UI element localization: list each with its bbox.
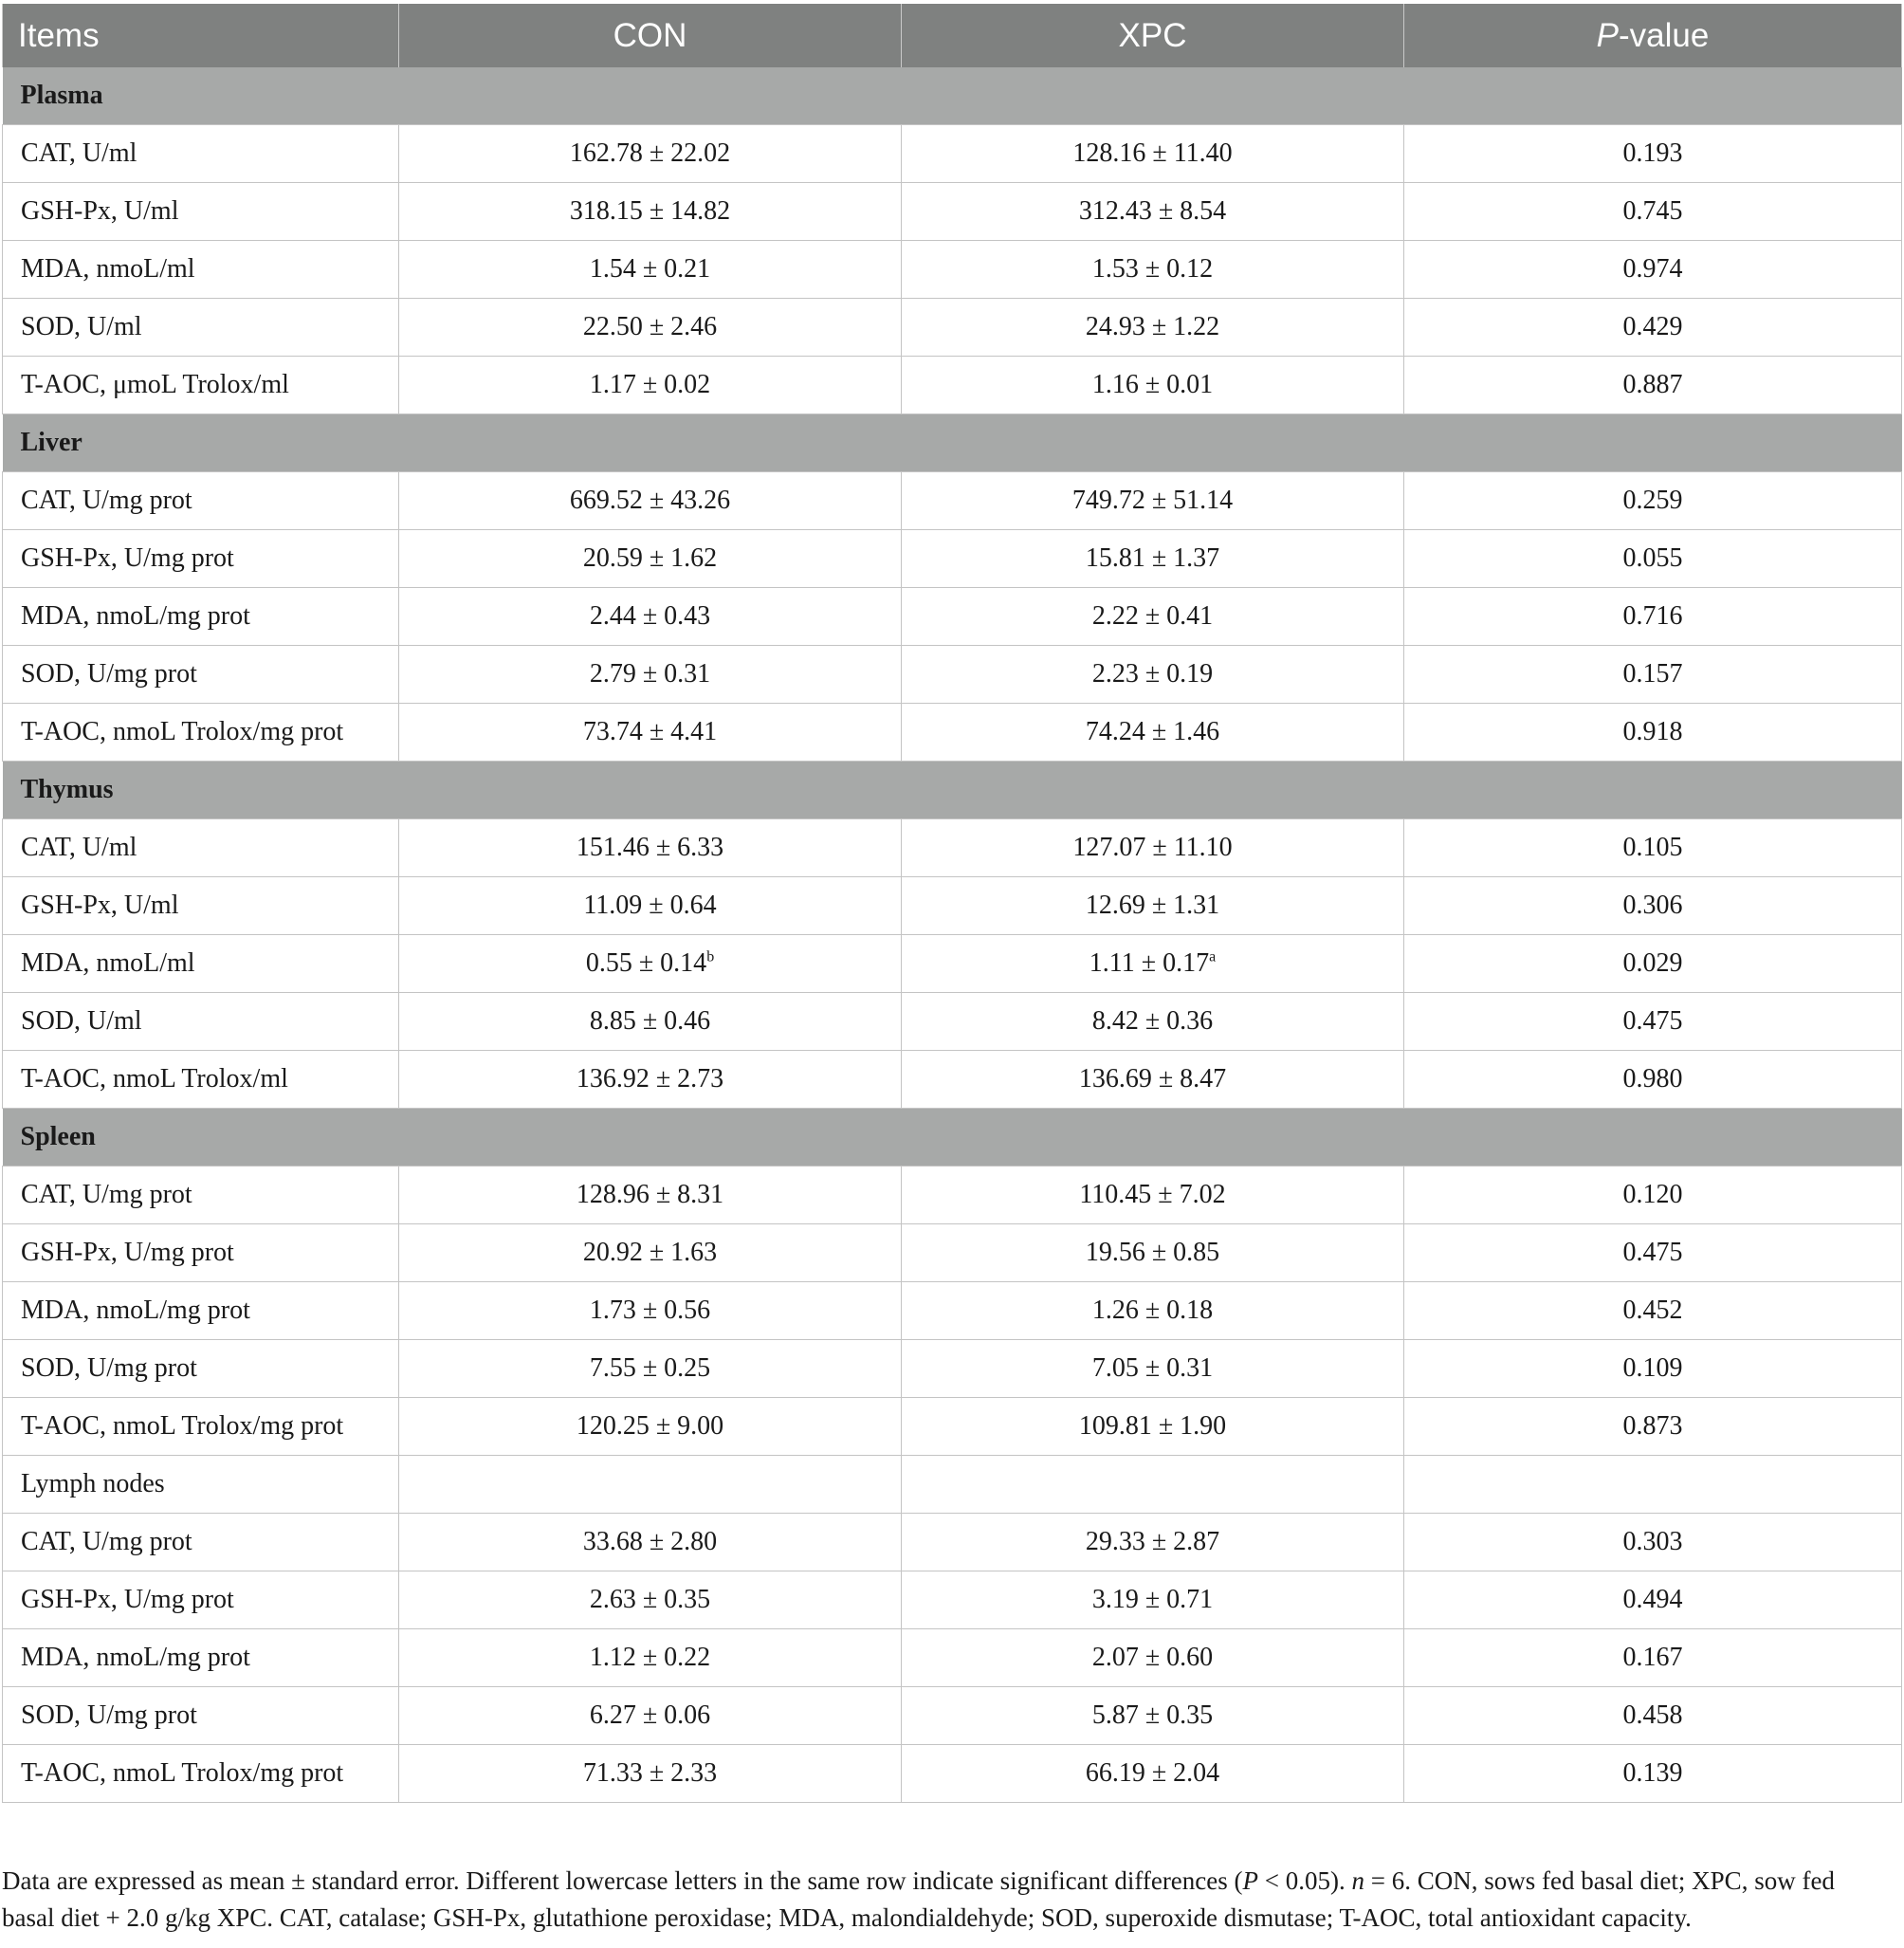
xpc-cell — [902, 935, 1404, 993]
header-p-value — [1404, 4, 1902, 67]
con-value: 162.78 ± 22.02 — [569, 138, 731, 168]
p-value-cell: 0.887 — [1404, 357, 1902, 414]
p-value-cell: 0.458 — [1404, 1687, 1902, 1745]
item-cell: GSH-Px, U/mg prot — [3, 1224, 399, 1282]
item-cell: T-AOC, nmoL Trolox/mg prot — [3, 704, 399, 762]
con-cell — [399, 1051, 902, 1109]
table-row — [3, 1398, 1902, 1456]
p-value-cell: 0.475 — [1404, 993, 1902, 1051]
xpc-value: 7.05 ± 0.31 — [1091, 1353, 1214, 1383]
table-row — [3, 1745, 1902, 1803]
con-cell — [399, 704, 902, 762]
table-row — [3, 530, 1902, 588]
con-value: 128.96 ± 8.31 — [576, 1180, 724, 1209]
item-cell: SOD, U/ml — [3, 993, 399, 1051]
section-title: Lymph nodes — [3, 1456, 399, 1514]
con-significance-letter: b — [706, 948, 715, 965]
item-cell: CAT, U/mg prot — [3, 1514, 399, 1571]
con-cell — [399, 1514, 902, 1571]
p-value-cell: 0.029 — [1404, 935, 1902, 993]
con-value: 8.85 ± 0.46 — [589, 1006, 711, 1036]
xpc-value: 1.53 ± 0.12 — [1091, 254, 1214, 284]
p-value-cell: 0.980 — [1404, 1051, 1902, 1109]
xpc-cell — [902, 357, 1404, 414]
item-cell: MDA, nmoL/ml — [3, 241, 399, 299]
con-value: 2.44 ± 0.43 — [589, 601, 711, 631]
table-row — [3, 183, 1902, 241]
xpc-value: 109.81 ± 1.90 — [1078, 1411, 1227, 1441]
p-value-cell: 0.429 — [1404, 299, 1902, 357]
con-cell — [399, 1340, 902, 1398]
xpc-cell — [902, 299, 1404, 357]
con-value: 136.92 ± 2.73 — [576, 1064, 724, 1093]
footnote-p-letter: P — [1242, 1866, 1259, 1895]
con-cell — [399, 1282, 902, 1340]
p-value-cell: 0.873 — [1404, 1398, 1902, 1456]
table-row — [3, 125, 1902, 183]
con-cell — [399, 1167, 902, 1224]
con-value: 20.92 ± 1.63 — [582, 1238, 718, 1267]
con-cell — [399, 530, 902, 588]
item-cell: CAT, U/ml — [3, 819, 399, 877]
con-value: 11.09 ± 0.64 — [583, 891, 717, 920]
con-value: 1.73 ± 0.56 — [589, 1296, 711, 1325]
con-cell — [399, 1687, 902, 1745]
empty-cell — [399, 1456, 902, 1514]
con-value: 1.54 ± 0.21 — [589, 254, 711, 284]
p-value-cell: 0.193 — [1404, 125, 1902, 183]
table-row — [3, 935, 1902, 993]
item-cell: T-AOC, μmoL Trolox/ml — [3, 357, 399, 414]
con-cell — [399, 357, 902, 414]
con-cell — [399, 993, 902, 1051]
xpc-value: 2.23 ± 0.19 — [1091, 659, 1214, 689]
item-cell: SOD, U/mg prot — [3, 646, 399, 704]
xpc-cell — [902, 993, 1404, 1051]
item-cell: CAT, U/mg prot — [3, 1167, 399, 1224]
item-cell: CAT, U/ml — [3, 125, 399, 183]
table-body — [3, 67, 1902, 1803]
table-footnote — [2, 1863, 1889, 1937]
section-title: Spleen — [3, 1109, 1902, 1167]
item-cell: MDA, nmoL/ml — [3, 935, 399, 993]
xpc-value: 1.26 ± 0.18 — [1091, 1296, 1214, 1325]
xpc-cell — [902, 704, 1404, 762]
p-value-cell: 0.475 — [1404, 1224, 1902, 1282]
table-row — [3, 588, 1902, 646]
xpc-value: 3.19 ± 0.71 — [1091, 1585, 1214, 1614]
con-value: 6.27 ± 0.06 — [589, 1700, 711, 1730]
header-con: CON — [399, 4, 902, 67]
xpc-cell — [902, 125, 1404, 183]
con-cell — [399, 1571, 902, 1629]
p-value-cell: 0.055 — [1404, 530, 1902, 588]
con-cell — [399, 472, 902, 530]
table-row — [3, 1571, 1902, 1629]
header-xpc: XPC — [902, 4, 1404, 67]
con-value: 7.55 ± 0.25 — [589, 1353, 711, 1383]
xpc-value: 110.45 ± 7.02 — [1079, 1180, 1226, 1209]
item-cell: T-AOC, nmoL Trolox/mg prot — [3, 1398, 399, 1456]
p-value-cell: 0.918 — [1404, 704, 1902, 762]
xpc-cell — [902, 1745, 1404, 1803]
table-row — [3, 1282, 1902, 1340]
item-cell: GSH-Px, U/ml — [3, 183, 399, 241]
p-value-cell: 0.259 — [1404, 472, 1902, 530]
xpc-cell — [902, 1282, 1404, 1340]
con-cell — [399, 1629, 902, 1687]
item-cell: GSH-Px, U/mg prot — [3, 530, 399, 588]
item-cell: GSH-Px, U/mg prot — [3, 1571, 399, 1629]
section-row — [3, 414, 1902, 472]
table-row — [3, 993, 1902, 1051]
data-table-container — [2, 4, 1901, 1803]
xpc-value: 127.07 ± 11.10 — [1072, 833, 1233, 862]
item-cell: SOD, U/ml — [3, 299, 399, 357]
header-p-letter: P — [1596, 16, 1620, 54]
xpc-value: 136.69 ± 8.47 — [1078, 1064, 1227, 1093]
con-cell — [399, 1398, 902, 1456]
xpc-value: 12.69 ± 1.31 — [1085, 891, 1220, 920]
table-row — [3, 1629, 1902, 1687]
p-value-cell: 0.167 — [1404, 1629, 1902, 1687]
con-cell — [399, 588, 902, 646]
con-value: 669.52 ± 43.26 — [569, 486, 731, 515]
p-value-cell: 0.139 — [1404, 1745, 1902, 1803]
con-cell — [399, 819, 902, 877]
item-cell: MDA, nmoL/mg prot — [3, 588, 399, 646]
section-row — [3, 1456, 1902, 1514]
xpc-value: 2.07 ± 0.60 — [1091, 1643, 1214, 1672]
xpc-significance-letter: a — [1209, 948, 1217, 965]
con-cell — [399, 1224, 902, 1282]
con-value: 73.74 ± 4.41 — [582, 717, 718, 746]
xpc-value: 2.22 ± 0.41 — [1091, 601, 1214, 631]
con-cell — [399, 1745, 902, 1803]
xpc-value: 1.16 ± 0.01 — [1091, 370, 1214, 399]
xpc-cell — [902, 1514, 1404, 1571]
table-row — [3, 299, 1902, 357]
section-title: Liver — [3, 414, 1902, 472]
xpc-cell — [902, 877, 1404, 935]
item-cell: SOD, U/mg prot — [3, 1340, 399, 1398]
empty-cell — [1404, 1456, 1902, 1514]
con-cell — [399, 183, 902, 241]
footnote-text-1: Data are expressed as mean ± standard error. Different lowercase letters in the same row indicate significant differences ( — [2, 1866, 1243, 1895]
con-cell — [399, 241, 902, 299]
con-value: 1.17 ± 0.02 — [589, 370, 711, 399]
item-cell: MDA, nmoL/mg prot — [3, 1629, 399, 1687]
xpc-cell — [902, 1629, 1404, 1687]
xpc-cell — [902, 183, 1404, 241]
xpc-cell — [902, 241, 1404, 299]
xpc-cell — [902, 1571, 1404, 1629]
p-value-cell: 0.745 — [1404, 183, 1902, 241]
xpc-value: 5.87 ± 0.35 — [1091, 1700, 1214, 1730]
header-items: Items — [3, 4, 399, 67]
item-cell: MDA, nmoL/mg prot — [3, 1282, 399, 1340]
xpc-value: 1.11 ± 0.17 — [1089, 948, 1210, 978]
xpc-cell — [902, 1051, 1404, 1109]
xpc-cell — [902, 1224, 1404, 1282]
xpc-cell — [902, 530, 1404, 588]
xpc-cell — [902, 1340, 1404, 1398]
p-value-cell: 0.303 — [1404, 1514, 1902, 1571]
table-row — [3, 357, 1902, 414]
p-value-cell: 0.105 — [1404, 819, 1902, 877]
con-value: 22.50 ± 2.46 — [582, 312, 718, 341]
p-value-cell: 0.120 — [1404, 1167, 1902, 1224]
table-row — [3, 472, 1902, 530]
antioxidant-table — [2, 4, 1902, 1803]
xpc-value: 19.56 ± 0.85 — [1085, 1238, 1220, 1267]
p-value-cell: 0.716 — [1404, 588, 1902, 646]
xpc-value: 29.33 ± 2.87 — [1085, 1527, 1220, 1556]
header-row — [3, 4, 1902, 67]
item-cell: GSH-Px, U/ml — [3, 877, 399, 935]
empty-cell — [902, 1456, 1404, 1514]
xpc-cell — [902, 588, 1404, 646]
item-cell: T-AOC, nmoL Trolox/ml — [3, 1051, 399, 1109]
p-value-cell: 0.452 — [1404, 1282, 1902, 1340]
xpc-value: 24.93 ± 1.22 — [1085, 312, 1220, 341]
xpc-cell — [902, 472, 1404, 530]
con-cell — [399, 299, 902, 357]
header-p-suffix: -value — [1619, 16, 1710, 54]
p-value-cell: 0.157 — [1404, 646, 1902, 704]
table-row — [3, 646, 1902, 704]
xpc-cell — [902, 1398, 1404, 1456]
table-row — [3, 877, 1902, 935]
con-cell — [399, 935, 902, 993]
con-value: 318.15 ± 14.82 — [569, 196, 731, 226]
xpc-value: 8.42 ± 0.36 — [1091, 1006, 1214, 1036]
item-cell: T-AOC, nmoL Trolox/mg prot — [3, 1745, 399, 1803]
xpc-value: 128.16 ± 11.40 — [1072, 138, 1233, 168]
xpc-cell — [902, 646, 1404, 704]
con-cell — [399, 877, 902, 935]
section-title: Plasma — [3, 67, 1902, 125]
table-row — [3, 1687, 1902, 1745]
xpc-value: 749.72 ± 51.14 — [1071, 486, 1234, 515]
xpc-cell — [902, 819, 1404, 877]
table-row — [3, 1340, 1902, 1398]
section-title: Thymus — [3, 762, 1902, 819]
p-value-cell: 0.494 — [1404, 1571, 1902, 1629]
con-value: 151.46 ± 6.33 — [576, 833, 724, 862]
table-row — [3, 1514, 1902, 1571]
xpc-value: 15.81 ± 1.37 — [1085, 543, 1220, 573]
table-row — [3, 819, 1902, 877]
con-value: 2.63 ± 0.35 — [589, 1585, 711, 1614]
p-value-cell: 0.306 — [1404, 877, 1902, 935]
con-value: 71.33 ± 2.33 — [582, 1758, 718, 1788]
p-value-cell: 0.974 — [1404, 241, 1902, 299]
con-value: 0.55 ± 0.14 — [585, 948, 707, 978]
con-value: 33.68 ± 2.80 — [582, 1527, 718, 1556]
item-cell: SOD, U/mg prot — [3, 1687, 399, 1745]
xpc-value: 66.19 ± 2.04 — [1085, 1758, 1220, 1788]
p-value-cell: 0.109 — [1404, 1340, 1902, 1398]
section-row — [3, 67, 1902, 125]
table-row — [3, 1167, 1902, 1224]
con-value: 1.12 ± 0.22 — [589, 1643, 711, 1672]
item-cell: CAT, U/mg prot — [3, 472, 399, 530]
footnote-text-2: < 0.05). — [1258, 1866, 1352, 1895]
con-value: 2.79 ± 0.31 — [589, 659, 711, 689]
section-row — [3, 1109, 1902, 1167]
table-row — [3, 704, 1902, 762]
con-value: 20.59 ± 1.62 — [582, 543, 718, 573]
xpc-cell — [902, 1167, 1404, 1224]
footnote-n-letter: n — [1351, 1866, 1364, 1895]
table-row — [3, 241, 1902, 299]
xpc-value: 312.43 ± 8.54 — [1078, 196, 1227, 226]
footnote-text-3: = 6. CON, sows fed basal diet; XPC, sow fed basal diet + 2.0 g/kg XPC. CAT, catalase; GSH-Px, glutathione peroxidase; MDA, malondialdehyde; SOD, superoxide dismutase; T-AOC, total antioxidant capacity. — [2, 1866, 1835, 1932]
section-row — [3, 762, 1902, 819]
table-row — [3, 1051, 1902, 1109]
xpc-cell — [902, 1687, 1404, 1745]
con-cell — [399, 125, 902, 183]
con-cell — [399, 646, 902, 704]
table-row — [3, 1224, 1902, 1282]
xpc-value: 74.24 ± 1.46 — [1085, 717, 1220, 746]
table-header — [3, 4, 1902, 67]
con-value: 120.25 ± 9.00 — [576, 1411, 724, 1441]
